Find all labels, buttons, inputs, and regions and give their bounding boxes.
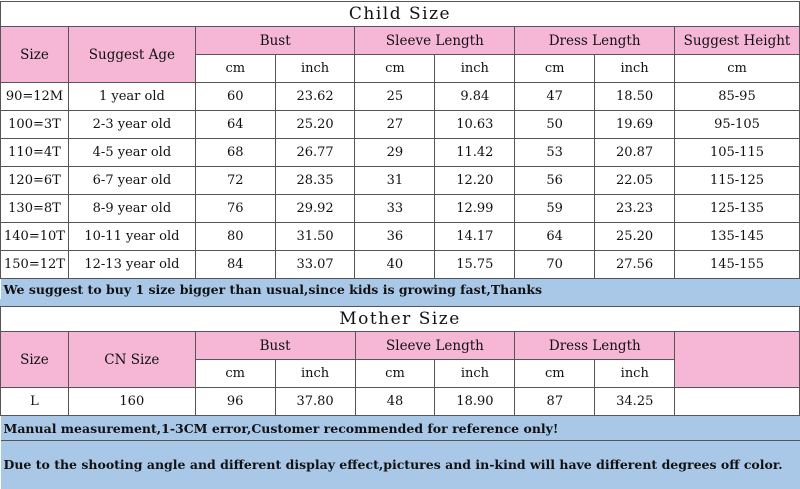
cell: 130=8T [1, 195, 69, 223]
unit-cell: inch [275, 360, 355, 388]
table-row [1, 223, 800, 251]
cell: 64 [195, 111, 275, 139]
cell: 9.84 [435, 83, 515, 111]
unit-cell: inch [435, 360, 515, 388]
cell: 100=3T [1, 111, 69, 139]
unit-cell: inch [595, 55, 675, 83]
cell: 115-125 [675, 167, 800, 195]
unit-cell: cm [515, 55, 595, 83]
header-suggest-age: Suggest Age [68, 27, 195, 83]
cell: 47 [515, 83, 595, 111]
header-sleeve-length: Sleeve Length [355, 27, 515, 55]
cell: 25.20 [275, 111, 355, 139]
cell: 22.05 [595, 167, 675, 195]
cell: 33.07 [275, 251, 355, 279]
unit-cell: cm [195, 55, 275, 83]
cell: 68 [195, 139, 275, 167]
cell: 8-9 year old [68, 195, 195, 223]
unit-cell: inch [275, 55, 355, 83]
cell: 29.92 [275, 195, 355, 223]
cell: 27 [355, 111, 435, 139]
cell: 59 [515, 195, 595, 223]
cell: 120=6T [1, 167, 69, 195]
cell: 18.90 [435, 388, 515, 416]
header-dress-length: Dress Length [515, 27, 675, 55]
cell: 10.63 [435, 111, 515, 139]
cell: 84 [195, 251, 275, 279]
cell: 12.99 [435, 195, 515, 223]
cell: 80 [195, 223, 275, 251]
cell: 15.75 [435, 251, 515, 279]
cell: 25 [355, 83, 435, 111]
mother-size-title: Mother Size [1, 307, 800, 332]
child-size-table [0, 1, 800, 300]
cell: 31 [355, 167, 435, 195]
cell: 26.77 [275, 139, 355, 167]
cell: 72 [195, 167, 275, 195]
cell: 2-3 year old [68, 111, 195, 139]
cell: 1 year old [68, 83, 195, 111]
table-row [1, 388, 800, 416]
cell: 31.50 [275, 223, 355, 251]
cell: 87 [515, 388, 595, 416]
cell: 25.20 [595, 223, 675, 251]
header-dress-length: Dress Length [515, 332, 675, 360]
unit-cell: cm [675, 55, 800, 83]
header-bust: Bust [195, 332, 355, 360]
cell: 4-5 year old [68, 139, 195, 167]
unit-cell: cm [515, 360, 595, 388]
cell: 40 [355, 251, 435, 279]
cell: 12-13 year old [68, 251, 195, 279]
cell: 23.62 [275, 83, 355, 111]
table-row [1, 195, 800, 223]
cell: 20.87 [595, 139, 675, 167]
cell: 53 [515, 139, 595, 167]
header-bust: Bust [195, 27, 355, 55]
cell: 19.69 [595, 111, 675, 139]
child-size-note: We suggest to buy 1 size bigger than usual,since kids is growing fast,Thanks [1, 279, 800, 300]
cell: 14.17 [435, 223, 515, 251]
cell: 10-11 year old [68, 223, 195, 251]
cell: 76 [195, 195, 275, 223]
header-size: Size [1, 27, 69, 83]
cell: 50 [515, 111, 595, 139]
table-row [1, 139, 800, 167]
unit-cell: cm [355, 360, 435, 388]
cell: 85-95 [675, 83, 800, 111]
cell: L [1, 388, 69, 416]
table-row [1, 251, 800, 279]
cell: 150=12T [1, 251, 69, 279]
cell: 135-145 [675, 223, 800, 251]
cell: 145-155 [675, 251, 800, 279]
cell: 110=4T [1, 139, 69, 167]
header-empty [675, 332, 800, 388]
unit-cell: cm [195, 360, 275, 388]
cell: 11.42 [435, 139, 515, 167]
cell: 18.50 [595, 83, 675, 111]
cell [675, 388, 800, 416]
cell: 6-7 year old [68, 167, 195, 195]
cell: 105-115 [675, 139, 800, 167]
mother-size-note-2: Due to the shooting angle and different display effect,pictures and in-kind will have different degrees off color. [1, 441, 800, 489]
cell: 70 [515, 251, 595, 279]
mother-size-note-1: Manual measurement,1-3CM error,Customer recommended for reference only! [1, 416, 800, 441]
cell: 27.56 [595, 251, 675, 279]
cell: 96 [195, 388, 275, 416]
mother-size-table [0, 306, 800, 489]
cell: 125-135 [675, 195, 800, 223]
child-size-title: Child Size [1, 2, 800, 27]
cell: 36 [355, 223, 435, 251]
cell: 140=10T [1, 223, 69, 251]
cell: 160 [68, 388, 195, 416]
section-divider [0, 299, 800, 306]
unit-cell: inch [595, 360, 675, 388]
unit-cell: cm [355, 55, 435, 83]
unit-cell: inch [435, 55, 515, 83]
cell: 29 [355, 139, 435, 167]
cell: 12.20 [435, 167, 515, 195]
cell: 34.25 [595, 388, 675, 416]
header-sleeve-length: Sleeve Length [355, 332, 515, 360]
cell: 37.80 [275, 388, 355, 416]
table-row [1, 111, 800, 139]
header-size: Size [1, 332, 69, 388]
cell: 23.23 [595, 195, 675, 223]
table-row [1, 167, 800, 195]
header-suggest-height: Suggest Height [675, 27, 800, 55]
cell: 60 [195, 83, 275, 111]
header-cn-size: CN Size [68, 332, 195, 388]
cell: 56 [515, 167, 595, 195]
cell: 28.35 [275, 167, 355, 195]
table-row [1, 83, 800, 111]
cell: 33 [355, 195, 435, 223]
cell: 48 [355, 388, 435, 416]
cell: 95-105 [675, 111, 800, 139]
cell: 90=12M [1, 83, 69, 111]
cell: 64 [515, 223, 595, 251]
